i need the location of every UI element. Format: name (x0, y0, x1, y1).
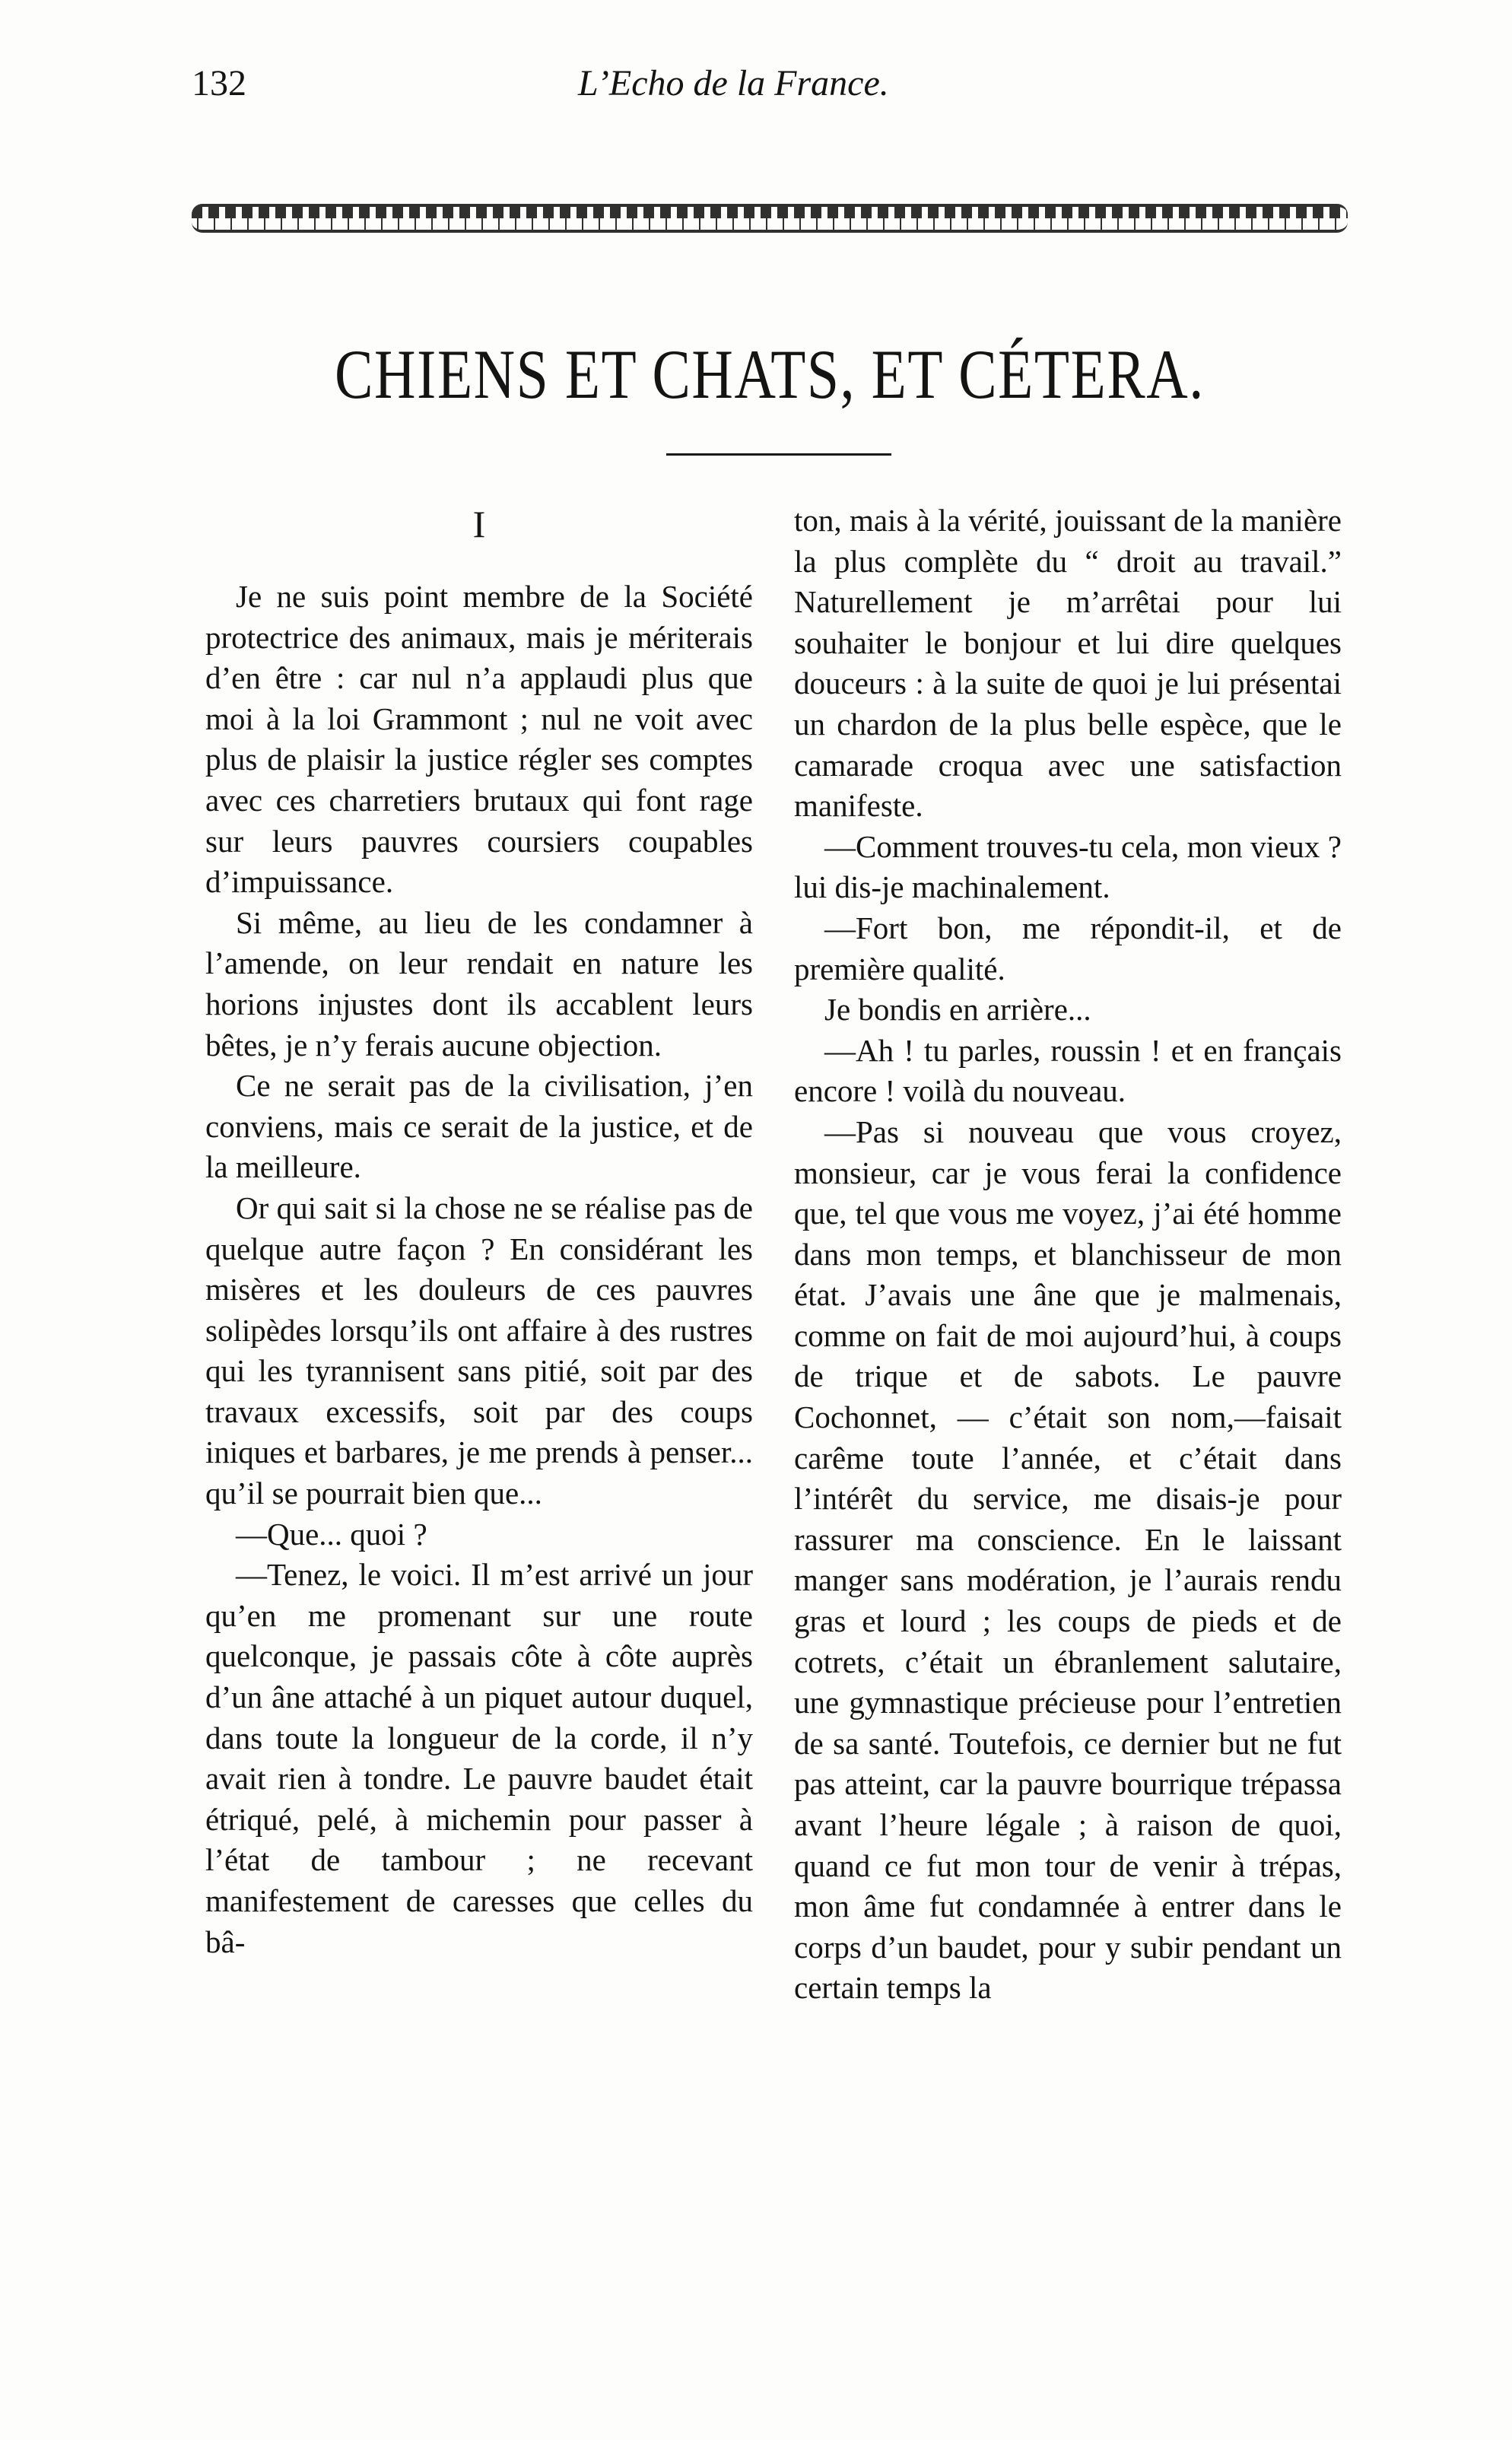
paragraph: Si même, au lieu de les condamner à l’amende, on leur rendait en nature les horions injustes dont ils accablent leurs bêtes, je n’y ferais aucune objection. (205, 904, 753, 1063)
journal-title: L’Echo de la France. (578, 63, 889, 103)
paragraph: Je bondis en arrière... (824, 992, 1091, 1028)
paragraph: —Ah ! tu parles, roussin ! et en français encore ! voilà du nouveau. (794, 1032, 1342, 1109)
paragraph: Ce ne serait pas de la civilisation, j’en conviens, mais ce serait de la justice, et de la meilleure. (205, 1068, 753, 1185)
paragraph: —Que... quoi ? (236, 1516, 427, 1552)
paragraph: —Fort bon, me répondit-il, et de première qualité. (794, 910, 1342, 986)
section-number: I (472, 503, 486, 545)
paragraph: —Comment trouves-tu cela, mon vieux ? lui dis-je machinalement. (794, 828, 1342, 905)
decorative-ornament-rule (192, 204, 1348, 233)
right-column (794, 500, 1342, 2009)
paragraph: —Pas si nouveau que vous croyez, monsieur, car je vous ferai la confidence que, tel que vous me voyez, j’ai été homme dans mon temps, et blanchisseur de mon état. J’avais une âne que je malmenais, comme on fait de moi aujourd’hui, à coups de trique et de sabots. Le pauvre Cochonnet, — c’était son nom,—faisait carême toute l’année, et c’était dans l’intérêt du service, me disais-je pour rassurer ma conscience. En le laissant manger sans modération, je l’aurais rendu gras et lourd ; les coups de pieds et de cotrets, c’était un ébranlement salutaire, une gymnastique précieuse pour l’entretien de sa santé. Toutefois, ce dernier but ne fut pas atteint, car la pauvre bourrique trépassa avant l’heure légale ; à raison de quoi, quand ce fut mon tour de venir à trépas, mon âme fut condamnée à entrer dans le corps d’un baudet, pour y subir pendant un certain temps la (794, 1114, 1342, 2006)
paragraph: Or qui sait si la chose ne se réalise pas de quelque autre façon ? En considérant les misères et les douleurs de ces pauvres solipèdes lorsqu’ils ont affaire à des rustres qui les tyrannisent sans pitié, soit par des travaux excessifs, soit par des coups iniques et barbares, je me prends à penser... qu’il se pourrait bien que... (205, 1190, 753, 1511)
running-head (183, 62, 1354, 116)
paragraph: —Tenez, le voici. Il m’est arrivé un jour qu’en me promenant sur une route quelconque, je passais côte à côte auprès d’un âne attaché à un piquet autour duquel, dans toute la longueur de la corde, il n’y avait rien à tondre. Le pauvre baudet était étriqué, pelé, à michemin pour passer à l’état de tambour ; ne recevant manifestement de caresses que celles du bâ- (205, 1557, 753, 1959)
title-divider (666, 453, 891, 456)
left-column (205, 577, 753, 1962)
paragraph: ton, mais à la vérité, jouissant de la manière la plus complète du “ droit au travail.” Naturellement je m’arrêtai pour lui souhaiter le bonjour et lui dire quelques douceurs : à la suite de quoi je lui présentai un chardon de la plus belle espèce, que le camarade croqua avec une satisfaction manifeste. (794, 503, 1342, 824)
page-number: 132 (192, 63, 246, 103)
article-title: CHIENS ET CHATS, ET CÉTERA. (335, 335, 1205, 413)
paragraph: Je ne suis point membre de la Société protectrice des animaux, mais je mériterais d’en être : car nul n’a applaudi plus que moi à la loi Grammont ; nul ne voit avec plus de plaisir la justice régler ses comptes avec ces charretiers brutaux qui font rage sur leurs pauvres coursiers coupables d’impuissance. (205, 579, 753, 900)
